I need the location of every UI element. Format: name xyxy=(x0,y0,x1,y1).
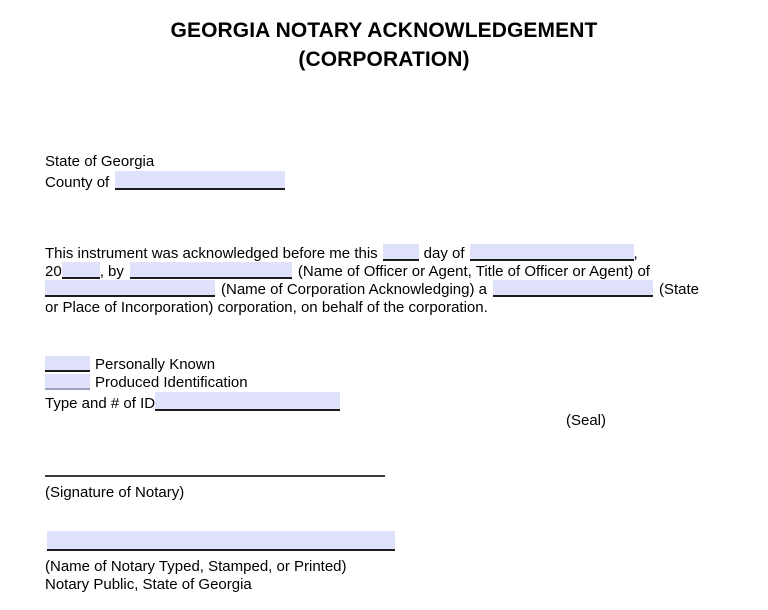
corporation-descriptor-text: (Name of Corporation Acknowledging) a xyxy=(221,281,487,298)
type-and-number-label: Type and # of ID xyxy=(45,395,156,412)
signature-caption: (Signature of Notary) xyxy=(45,484,185,501)
page-title xyxy=(0,16,768,74)
acknowledgement-line-4 xyxy=(45,299,488,317)
produced-identification-label: Produced Identification xyxy=(95,374,248,391)
day-field[interactable] xyxy=(383,244,419,261)
officer-descriptor-text: (Name of Officer or Agent, Title of Officer or Agent) of xyxy=(297,263,650,280)
notary-name-field[interactable] xyxy=(47,531,395,551)
acknowledgement-line-1 xyxy=(45,244,638,263)
state-descriptor-text: (State xyxy=(658,281,700,298)
personally-known-label: Personally Known xyxy=(95,356,216,373)
officer-name-field[interactable] xyxy=(130,262,292,279)
produced-identification-field[interactable] xyxy=(45,374,90,390)
state-of-incorporation-field[interactable] xyxy=(493,280,653,297)
year-field[interactable] xyxy=(62,262,100,279)
page-title-line-1: GEORGIA NOTARY ACKNOWLEDGEMENT xyxy=(170,19,598,42)
state-label: State of Georgia xyxy=(45,153,155,170)
day-of-text: day of xyxy=(423,245,465,262)
acknowledgement-line-2 xyxy=(45,262,650,281)
signature-line[interactable] xyxy=(45,475,385,477)
type-and-number-of-id-line xyxy=(45,392,340,413)
county-field[interactable] xyxy=(115,171,285,190)
acknowledgement-line-3 xyxy=(45,280,699,299)
county-line xyxy=(45,171,285,192)
personally-known-field[interactable] xyxy=(45,356,90,372)
county-label: County of xyxy=(45,174,110,191)
line1-trailing-comma: , xyxy=(633,245,638,262)
year-prefix-text: 20 xyxy=(45,263,62,280)
acknowledgement-intro-text: This instrument was acknowledged before me this xyxy=(45,245,378,262)
by-text: , by xyxy=(99,263,124,280)
seal-label: (Seal) xyxy=(566,412,607,429)
notary-public-state-line: Notary Public, State of Georgia xyxy=(45,576,252,593)
acknowledgement-closing-text: or Place of Incorporation) corporation, on behalf of the corporation. xyxy=(45,299,488,316)
notary-name-caption: (Name of Notary Typed, Stamped, or Printed) xyxy=(45,558,347,575)
page-title-line-2: (CORPORATION) xyxy=(298,48,470,71)
state-of-georgia-line xyxy=(45,153,154,171)
type-and-number-field[interactable] xyxy=(155,392,340,411)
corporation-name-field[interactable] xyxy=(45,280,215,297)
month-year-field[interactable] xyxy=(470,244,634,261)
